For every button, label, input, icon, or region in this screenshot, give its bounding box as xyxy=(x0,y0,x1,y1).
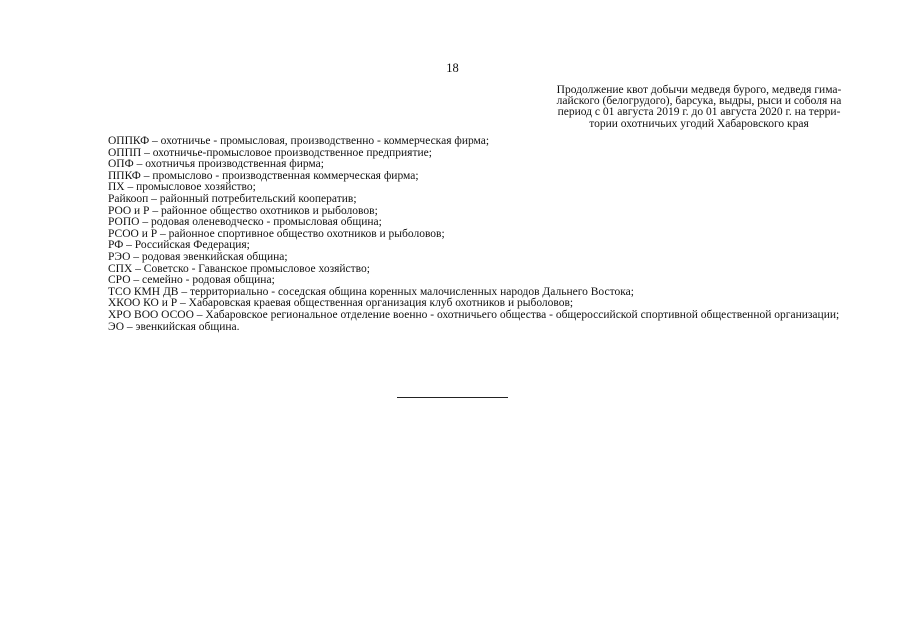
abbreviation-item: ХКОО КО и Р – Хабаровская краевая общественная организация клуб охотников и рыболовов; xyxy=(108,297,574,310)
abbreviation-item: СРО – семейно - родовая община; xyxy=(108,274,275,287)
abbreviation-item: ХРО ВОО ОСОО – Хабаровское региональное отделение военно - охотничьего общества - общероссийской спортивной общественной организации; xyxy=(108,308,840,321)
continuation-title xyxy=(530,85,868,130)
abbreviation-item: РОО и Р – районное общество охотников и рыболовов; xyxy=(108,204,378,217)
end-divider xyxy=(397,397,508,398)
abbreviation-item: РОПО – родовая оленеводческо - промысловая община; xyxy=(108,216,382,229)
abbreviation-item: ОПФ – охотничья производственная фирма; xyxy=(108,158,324,171)
abbreviation-list xyxy=(108,136,870,333)
page-number: 18 xyxy=(446,61,459,75)
abbreviation-item: РСОО и Р – районное спортивное общество охотников и рыболовов; xyxy=(108,227,445,240)
abbreviation-item: ППКФ – промыслово - производственная коммерческая фирма; xyxy=(108,169,419,182)
continuation-title-line: период с 01 августа 2019 г. до 01 августа 2020 г. на терри- xyxy=(557,106,841,119)
continuation-title-line: Продолжение квот добычи медведя бурого, медведя гима- xyxy=(556,84,842,96)
abbreviation-item: РЭО – родовая эвенкийская община; xyxy=(108,250,288,263)
abbreviation-item: ЭО – эвенкийская община. xyxy=(108,320,240,333)
abbreviation-item: ТСО КМН ДВ – территориально - соседская община коренных малочисленных народов Дальнего Востока; xyxy=(108,285,634,298)
abbreviation-item: РФ – Российская Федерация; xyxy=(108,239,250,252)
abbreviation-item: Райкооп – районный потребительский кооператив; xyxy=(108,192,357,205)
continuation-title-line: тории охотничьих угодий Хабаровского края xyxy=(589,117,809,130)
abbreviation-item: ПХ – промысловое хозяйство; xyxy=(108,181,256,194)
abbreviation-item: СПХ – Советско - Гаванское промысловое хозяйство; xyxy=(108,262,370,275)
continuation-title-line: лайского (белогрудого), барсука, выдры, рыси и соболя на xyxy=(556,95,842,108)
abbreviation-item: ОППП – охотничье-промысловое производственное предприятие; xyxy=(108,146,432,159)
abbreviation-item: ОППКФ – охотничье - промысловая, производственно - коммерческая фирма; xyxy=(108,135,490,147)
